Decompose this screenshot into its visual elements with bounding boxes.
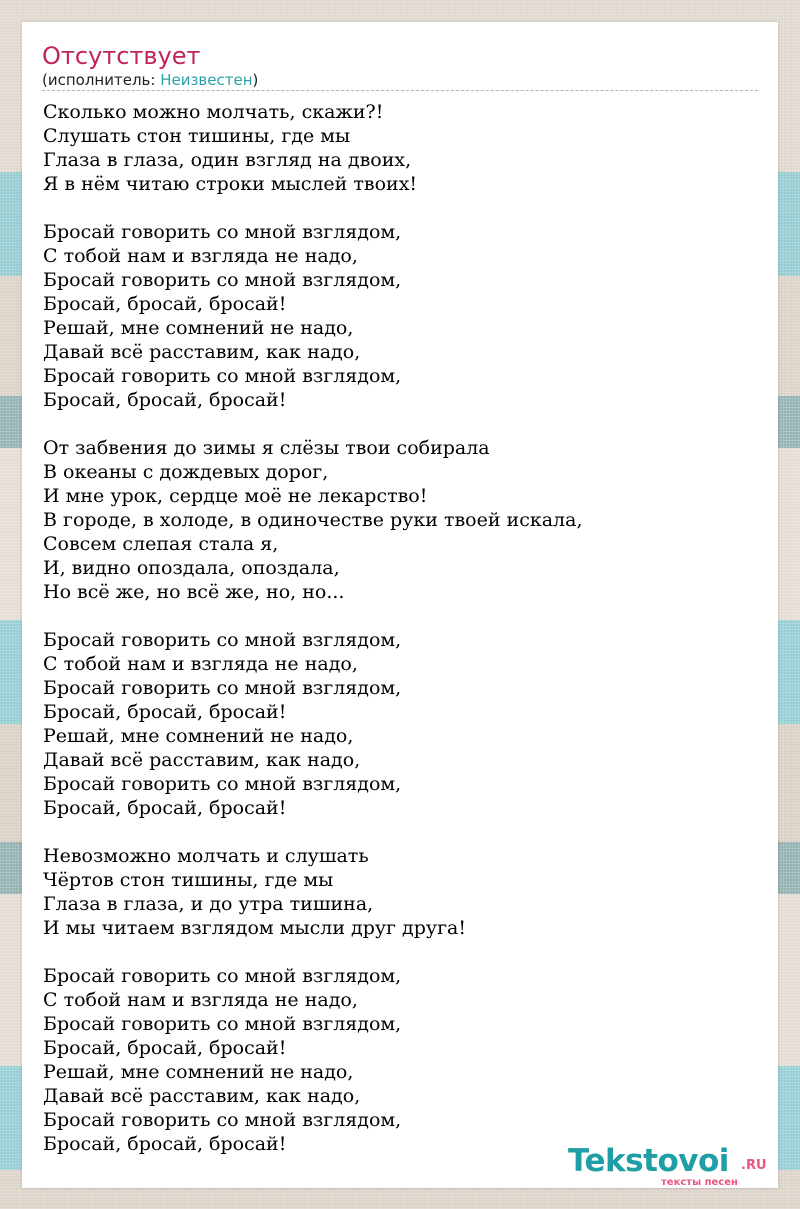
lyric-line: И мне урок, сердце моё не лекарство!	[43, 485, 428, 507]
lyric-line: Бросай говорить со мной взглядом,	[43, 269, 402, 291]
lyrics-text	[43, 100, 763, 1156]
lyric-line: Бросай, бросай, бросай!	[43, 701, 287, 723]
logo-tagline: тексты песен	[661, 1177, 738, 1188]
lyric-line: Бросай говорить со мной взглядом,	[43, 965, 402, 987]
lyric-line: Бросай, бросай, бросай!	[43, 797, 287, 819]
lyric-line: Глаза в глаза, и до утра тишина,	[43, 893, 374, 915]
lyric-line: Я в нём читаю строки мыслей твоих!	[43, 173, 418, 195]
artist-suffix: )	[252, 71, 259, 89]
lyric-line: Сколько можно молчать, скажи?!	[43, 101, 384, 123]
lyric-line: Давай всё расставим, как надо,	[43, 749, 361, 771]
artist-link[interactable]: Неизвестен	[160, 71, 253, 89]
lyric-line: Совсем слепая стала я,	[43, 533, 279, 555]
stanza-gap	[43, 412, 763, 436]
lyric-line: Решай, мне сомнений не надо,	[43, 725, 354, 747]
lyric-line: В городе, в холоде, в одиночестве руки твоей искала,	[43, 509, 583, 531]
lyric-line: И, видно опоздала, опоздала,	[43, 557, 340, 579]
lyric-line: Бросай говорить со мной взглядом,	[43, 773, 402, 795]
lyrics-sheet	[22, 22, 778, 1188]
lyric-line: Чёртов стон тишины, где мы	[43, 869, 334, 891]
lyric-line: От забвения до зимы я слёзы твои собирала	[43, 437, 490, 459]
lyric-line: Бросай говорить со мной взглядом,	[43, 1013, 402, 1035]
lyric-line: Бросай, бросай, бросай!	[43, 1133, 287, 1155]
stanza-gap	[43, 196, 763, 220]
lyric-line: С тобой нам и взгляда не надо,	[43, 245, 358, 267]
stanza-gap	[43, 820, 763, 844]
lyric-line: С тобой нам и взгляда не надо,	[43, 653, 358, 675]
lyric-line: Бросай, бросай, бросай!	[43, 389, 287, 411]
lyric-line: Бросай говорить со мной взглядом,	[43, 365, 402, 387]
lyric-line: И мы читаем взглядом мысли друг друга!	[43, 917, 467, 939]
stanza-gap	[43, 940, 763, 964]
logo-tld: .RU	[741, 1158, 767, 1173]
lyric-line: В океаны с дождевых дорог,	[43, 461, 329, 483]
lyric-line: Давай всё расставим, как надо,	[43, 1085, 361, 1107]
lyric-line: Давай всё расставим, как надо,	[43, 341, 361, 363]
lyric-line: Бросай говорить со мной взглядом,	[43, 629, 402, 651]
lyric-line: Решай, мне сомнений не надо,	[43, 317, 354, 339]
lyric-line: Бросай говорить со мной взглядом,	[43, 1109, 402, 1131]
lyric-line: Бросай, бросай, бросай!	[43, 1037, 287, 1059]
artist-prefix: (исполнитель:	[42, 71, 161, 89]
lyric-line: Но всё же, но всё же, но, но...	[43, 581, 345, 603]
lyric-line: Бросай говорить со мной взглядом,	[43, 677, 402, 699]
song-title: Отсутствует	[42, 42, 201, 70]
stanza-gap	[43, 604, 763, 628]
lyric-line: С тобой нам и взгляда не надо,	[43, 989, 358, 1011]
tekstovoi-logo[interactable]	[568, 1143, 778, 1191]
lyric-line: Бросай говорить со мной взглядом,	[43, 221, 402, 243]
lyric-line: Невозможно молчать и слушать	[43, 845, 369, 867]
lyric-line: Бросай, бросай, бросай!	[43, 293, 287, 315]
logo-brand: Tekstovoi	[568, 1143, 729, 1179]
lyric-line: Глаза в глаза, один взгляд на двоих,	[43, 149, 412, 171]
title-divider	[42, 90, 758, 91]
lyric-line: Решай, мне сомнений не надо,	[43, 1061, 354, 1083]
lyric-line: Слушать стон тишины, где мы	[43, 125, 351, 147]
artist-line	[42, 71, 258, 89]
